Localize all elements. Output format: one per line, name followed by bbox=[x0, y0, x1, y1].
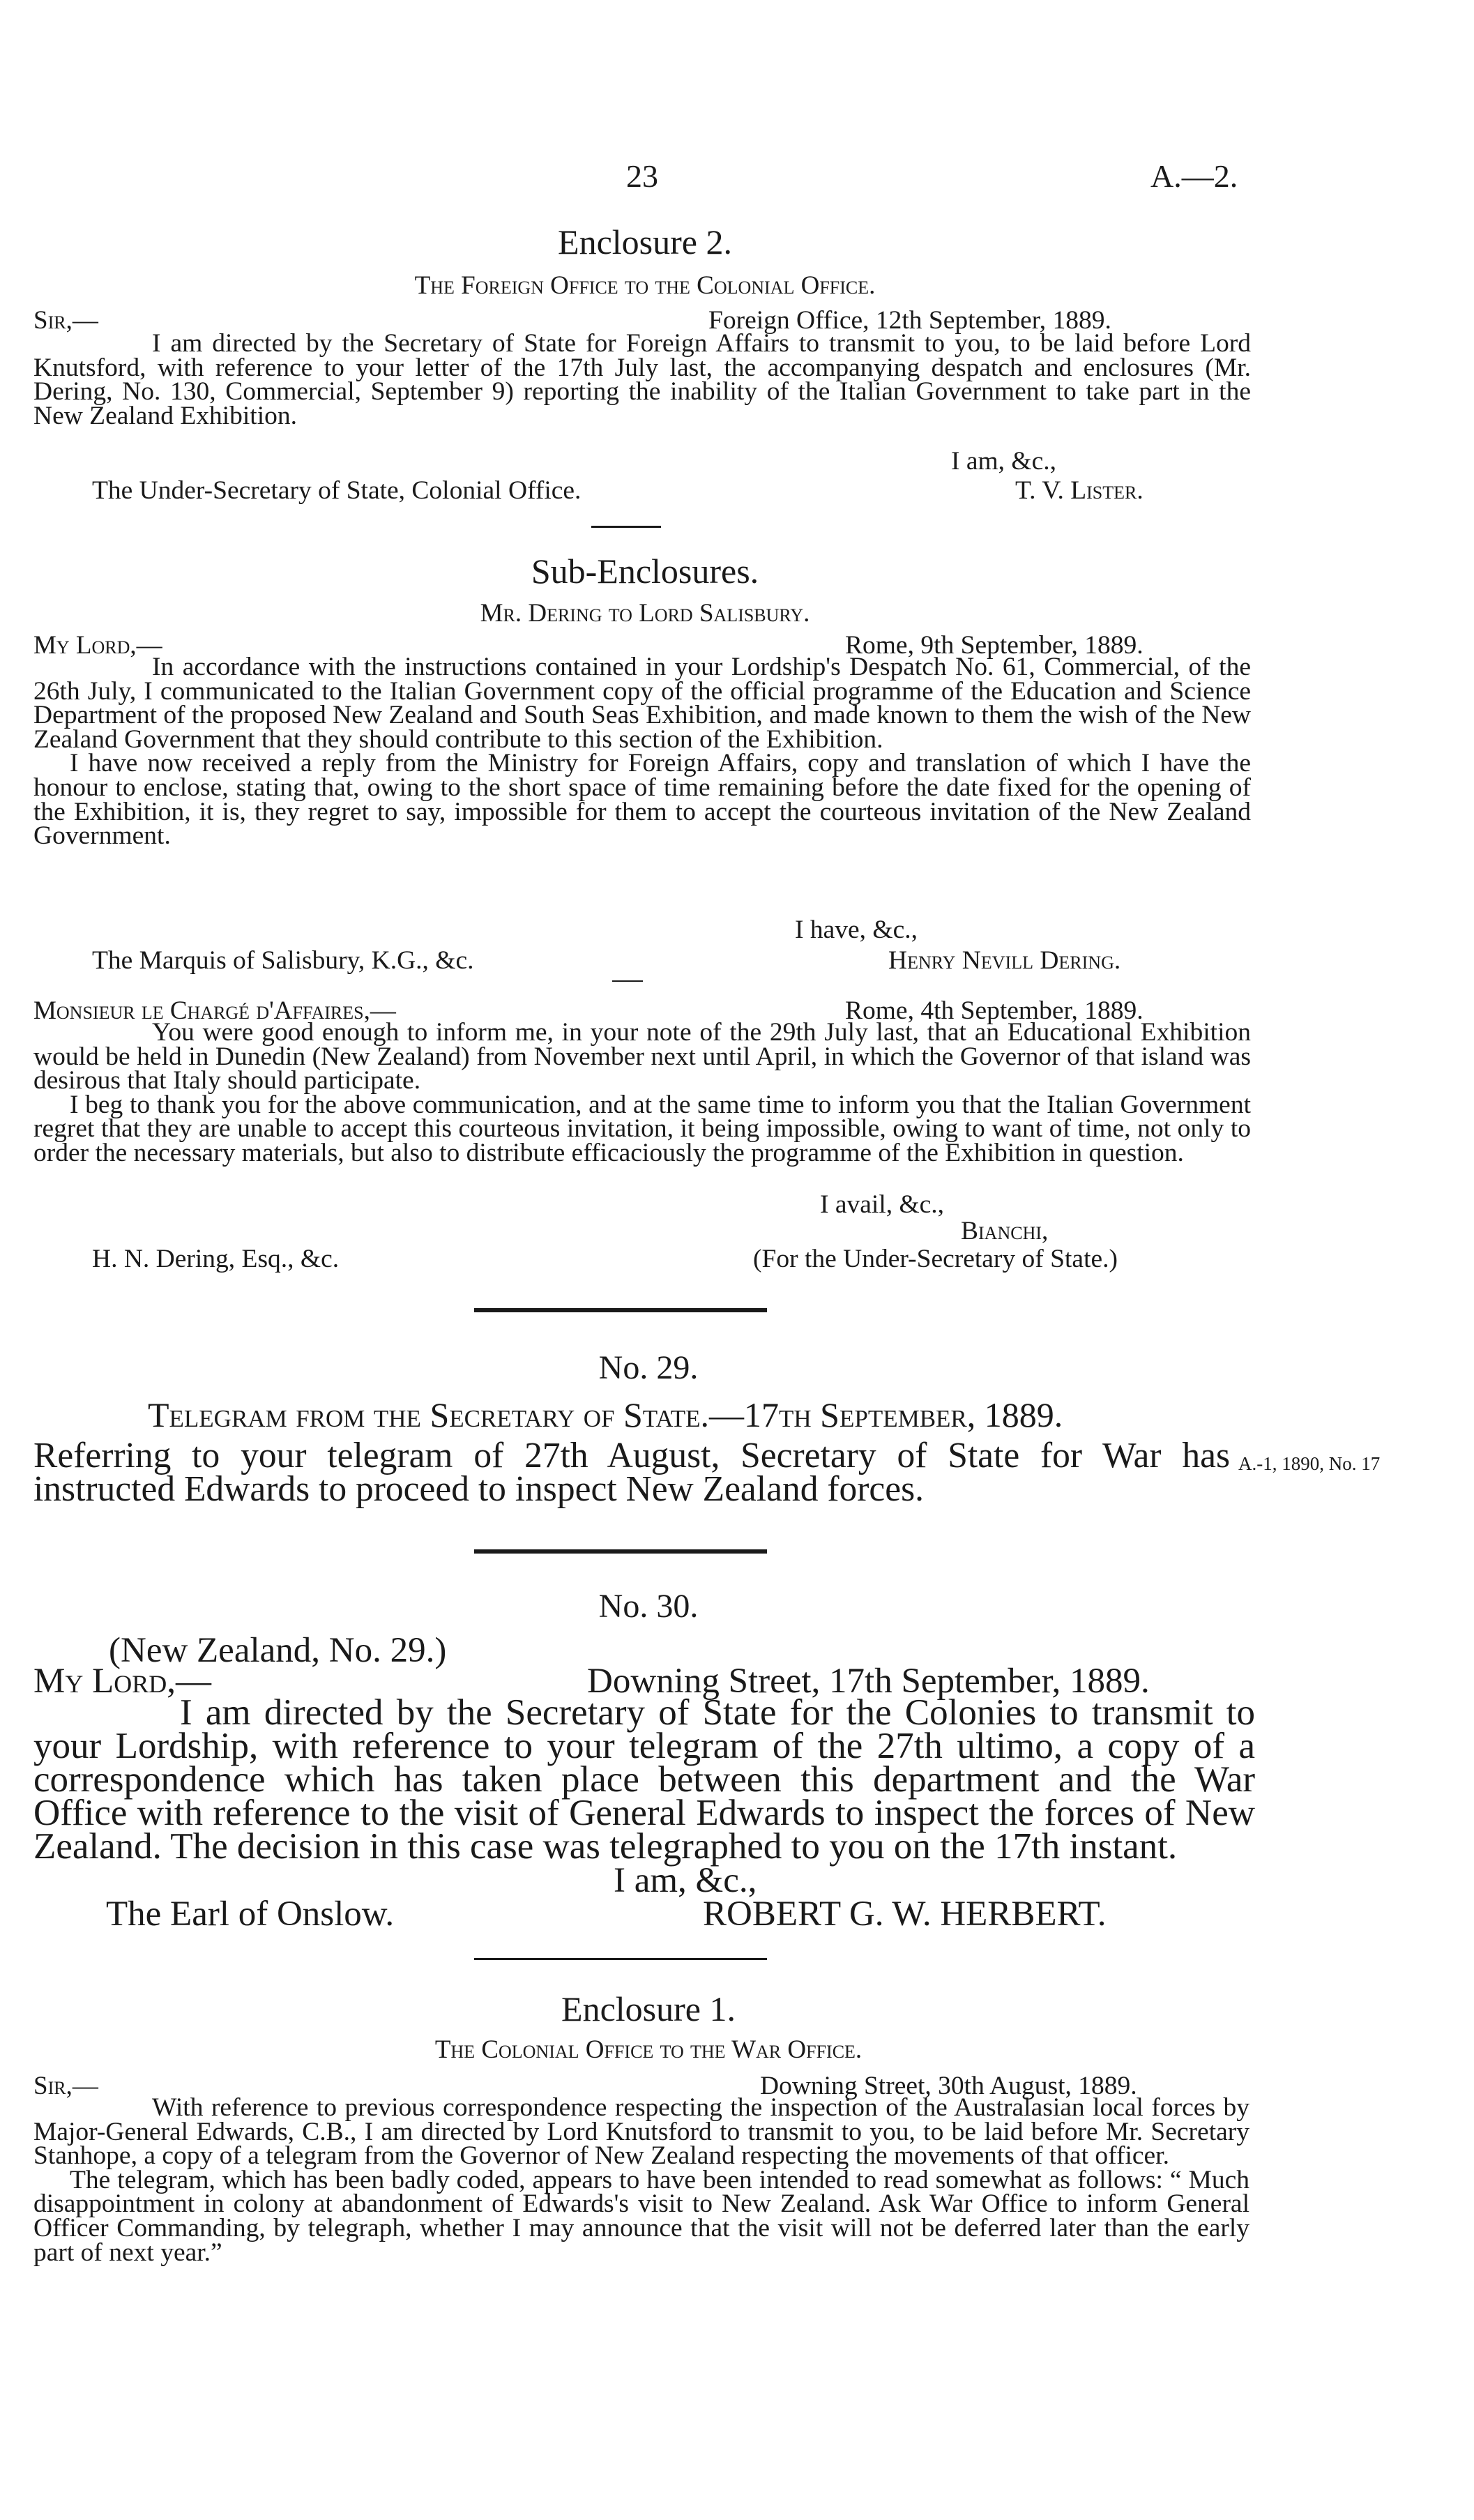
no-29-margin-reference: A.-1, 1890, No. 17 bbox=[1238, 1453, 1381, 1474]
enclosure-1-place-date: Downing Street, 30th August, 1889. bbox=[760, 2072, 1137, 2100]
sub-enclosures-title: Sub-Enclosures. bbox=[531, 552, 759, 591]
divider bbox=[612, 980, 643, 982]
section-divider bbox=[474, 1308, 767, 1312]
sub-enclosure-1-signature: Henry Nevill Dering. bbox=[888, 946, 1121, 975]
no-30-paragraph: I am directed by the Secretary of State for the Colonies to transmit to your Lordship, with reference to your telegram of the 27th ultimo, a copy of a correspondence which has taken place between this department and the War Office with reference to the visit of General Edwards to inspect the forces of New Zealand. The decision in this case was telegraphed to you on the 17th instant. bbox=[33, 1692, 1255, 1867]
sub-enclosure-2-place-date: Rome, 4th September, 1889. bbox=[845, 996, 1144, 1025]
enclosure-1-paragraph-1: With reference to previous correspondence respecting the inspection of the Australasian local forces by Major-General Edwards, C.B., I am directed by Lord Knutsford to transmit to you, to be laid before Mr. Secretary Stanhope, a copy of a telegram from the Governor of New Zealand respecting the movements of that officer. bbox=[33, 2093, 1249, 2171]
enclosure-2-closing: I am, &c., bbox=[951, 447, 1056, 476]
no-30-body bbox=[33, 1692, 1255, 1867]
enclosure-1-paragraph-2: The telegram, which has been badly coded, appears to have been intended to read somewhat as follows: “ Much disappointment in colony at abandonment of Edwards's visit to New Zealand. Ask War Office to inform General Officer Commanding, by telegraph, whether I may announce that the visit will not be deferred later than the early part of next year.” bbox=[33, 2165, 1249, 2267]
sub-enclosure-1-closing: I have, &c., bbox=[795, 916, 918, 944]
sub-enclosure-1-body bbox=[33, 655, 1251, 849]
sub-enclosure-2-signature: Bianchi, bbox=[961, 1217, 1049, 1245]
sub-enclosure-2-addressee: H. N. Dering, Esq., &c. bbox=[92, 1245, 340, 1273]
no-29-body bbox=[33, 1436, 1230, 1509]
enclosure-2-subtitle: The Foreign Office to the Colonial Office. bbox=[414, 271, 876, 300]
no-29-heading: Telegram from the Secretary of State.—17th September, 1889. bbox=[148, 1395, 1063, 1434]
no-30-place-date: Downing Street, 17th September, 1889. bbox=[587, 1662, 1150, 1701]
sub-enclosure-2-body bbox=[33, 1018, 1251, 1167]
no-30-salutation: My Lord,— bbox=[33, 1662, 212, 1701]
sub-enclosure-1-addressee: The Marquis of Salisbury, K.G., &c. bbox=[92, 946, 474, 975]
enclosure-2-salutation: Sir,— bbox=[33, 306, 98, 335]
enclosure-2-place-date: Foreign Office, 12th September, 1889. bbox=[708, 306, 1111, 335]
enclosure-1-title: Enclosure 1. bbox=[561, 1989, 736, 2028]
sub-enclosure-1-salutation: My Lord,— bbox=[33, 631, 162, 660]
no-29-title: No. 29. bbox=[598, 1349, 699, 1386]
sub-enclosure-1-paragraph-2: I have now received a reply from the Ministry for Foreign Affairs, copy and translation of which I have the honour to enclose, stating that, owing to the short space of time remaining before the date fixed for the opening of the Exhibition, it is, they regret to say, impossible for them to accept the courteous invitation of the New Zealand Government. bbox=[33, 749, 1251, 851]
no-30-title: No. 30. bbox=[598, 1588, 699, 1625]
no-29-paragraph: Referring to your telegram of 27th August, Secretary of State for War has instructed Edwards to proceed to inspect New Zealand forces. bbox=[33, 1436, 1230, 1509]
sub-enclosure-1-paragraph-1: In accordance with the instructions contained in your Lordship's Despatch No. 61, Commercial, of the 26th July, I communicated to the Italian Government copy of the official programme of the Education and Science Department of the proposed New Zealand and South Seas Exhibition, and made known to them the wish of the New Zealand Government that they should contribute to this section of the Exhibition. bbox=[33, 653, 1251, 754]
page-number: 23 bbox=[626, 158, 658, 194]
no-30-signature: ROBERT G. W. HERBERT. bbox=[703, 1895, 1107, 1934]
document-reference: A.—2. bbox=[1150, 158, 1238, 194]
enclosure-1-salutation: Sir,— bbox=[33, 2072, 98, 2100]
no-30-closing: I am, &c., bbox=[614, 1861, 757, 1900]
divider bbox=[591, 526, 661, 528]
section-divider bbox=[474, 1549, 767, 1554]
enclosure-1-subtitle: The Colonial Office to the War Office. bbox=[434, 2035, 863, 2064]
no-30-addressee: The Earl of Onslow. bbox=[106, 1895, 395, 1934]
enclosure-1-body bbox=[33, 2093, 1249, 2267]
enclosure-2-title: Enclosure 2. bbox=[558, 222, 732, 261]
sub-enclosure-2-paragraph-2: I beg to thank you for the above communication, and at the same time to inform you that the Italian Government regret that they are unable to accept this courteous invitation, it being impossible, owing to want of time, not only to order the necessary materials, but also to distribute efficaciously the programme of the Exhibition in question. bbox=[33, 1090, 1251, 1167]
sub-enclosure-2-signature-note: (For the Under-Secretary of State.) bbox=[753, 1245, 1118, 1273]
sub-enclosure-1-place-date: Rome, 9th September, 1889. bbox=[845, 631, 1144, 660]
sub-enclosure-2-paragraph-1: You were good enough to inform me, in your note of the 29th July last, that an Educational Exhibition would be held in Dunedin (New Zealand) from November next until April, in which the Governor of that island was desirous that Italy should participate. bbox=[33, 1018, 1251, 1095]
divider bbox=[474, 1958, 767, 1960]
enclosure-2-addressee: The Under-Secretary of State, Colonial Office. bbox=[92, 476, 582, 505]
sub-enclosure-2-salutation: Monsieur le Chargé d'Affaires,— bbox=[33, 996, 396, 1025]
enclosure-2-paragraph: I am directed by the Secretary of State for Foreign Affairs to transmit to you, to be laid before Lord Knutsford, with reference to your letter of the 17th July last, the accompanying despatch and enclosures (Mr. Dering, No. 130, Commercial, September 9) reporting the inability of the Italian Government to take part in the New Zealand Exhibition. bbox=[33, 329, 1251, 430]
no-30-series: (New Zealand, No. 29.) bbox=[109, 1631, 447, 1670]
enclosure-2-body bbox=[33, 329, 1251, 430]
enclosure-2-signature: T. V. Lister. bbox=[1015, 476, 1144, 505]
sub-enclosure-2-closing: I avail, &c., bbox=[820, 1190, 945, 1219]
sub-enclosures-subtitle: Mr. Dering to Lord Salisbury. bbox=[480, 599, 810, 628]
